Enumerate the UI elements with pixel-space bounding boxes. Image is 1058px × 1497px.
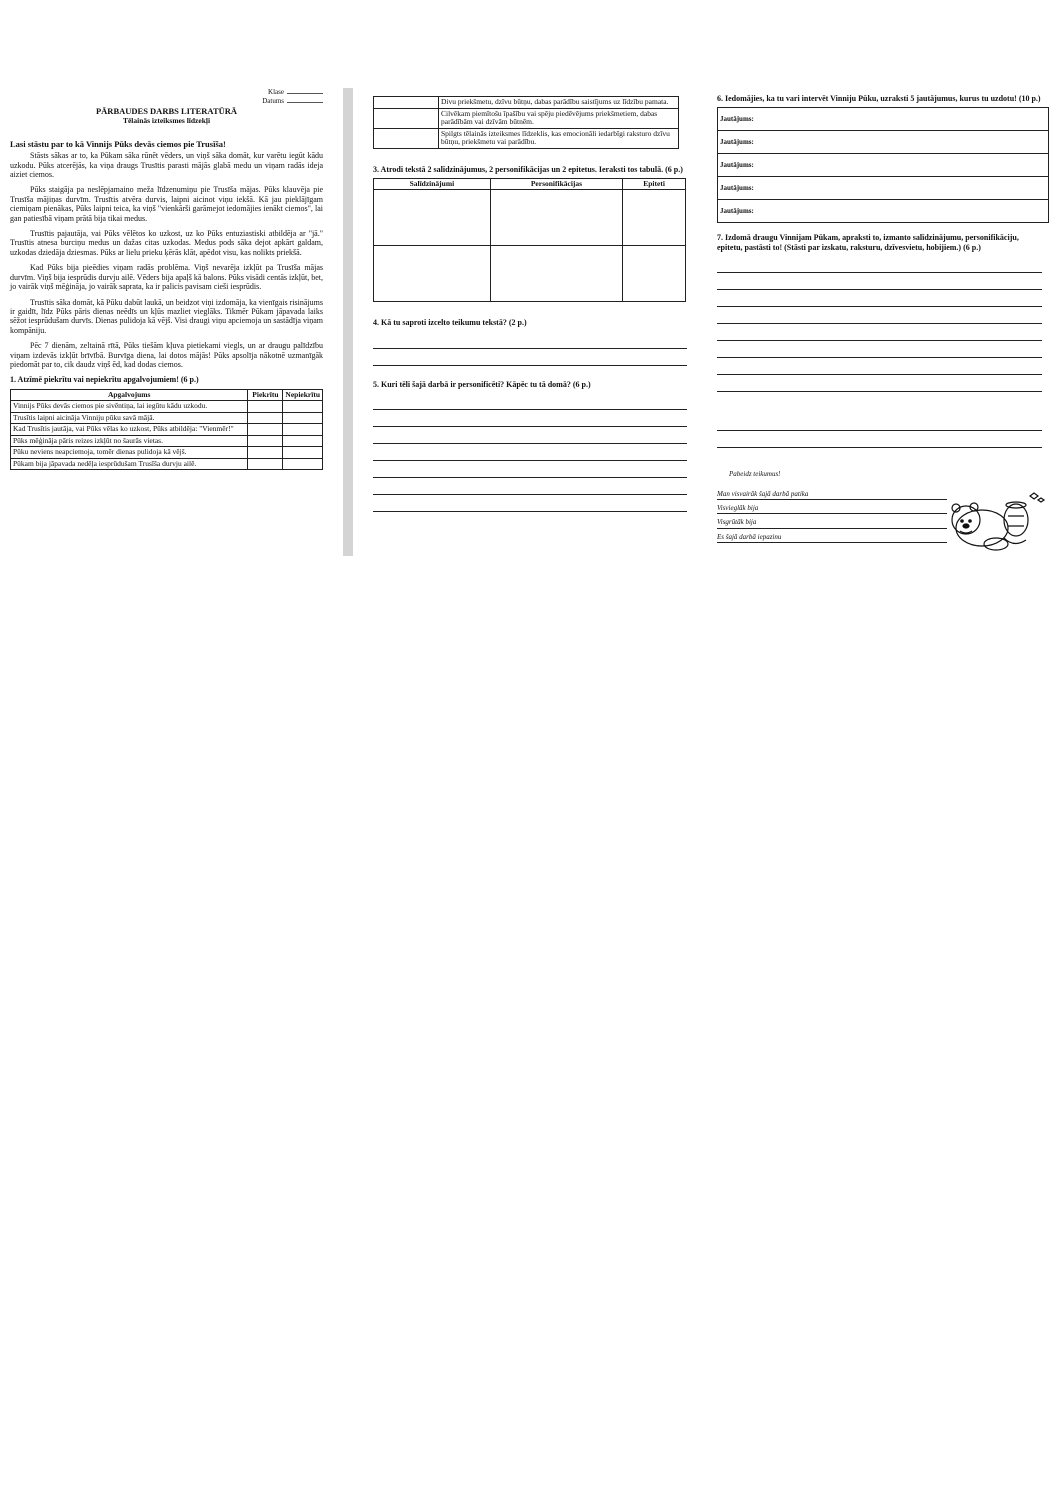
disagree-cell[interactable] [283, 447, 323, 459]
definition-cell: Cilvēkam piemītošu īpašību vai spēju piedēvējums priekšmetiem, dabas parādībām vai dzīvām būtnēm. [439, 108, 679, 128]
pooh-bear-illustration [946, 488, 1046, 554]
statement-cell: Kad Trusītis jautāja, vai Pūks vēlas ko uzkost, Pūks atbildēja: "Vienmēr!" [11, 424, 248, 436]
question-row[interactable]: Jautājums: [718, 177, 1049, 200]
column-header: Epiteti [623, 178, 686, 190]
table-row [11, 447, 323, 459]
answer-line[interactable] [373, 478, 687, 495]
table-row [11, 401, 323, 413]
task6-table [717, 107, 1049, 223]
date-field: Datums [10, 97, 323, 106]
term-answer-cell[interactable] [374, 97, 439, 109]
answer-cell[interactable] [490, 246, 622, 302]
definition-cell: Divu priekšmetu, dzīvu būtņu, dabas parādību saistījums uz līdzību pamata. [439, 97, 679, 109]
table-row [374, 246, 686, 302]
answer-cell[interactable] [374, 246, 491, 302]
answer-line[interactable] [373, 461, 687, 478]
question-row[interactable]: Jautājums: [718, 131, 1049, 154]
story-paragraph: Pūks staigāja pa neslēpjamaino meža līdzenumiņu pie Trusīša mājas. Pūks klauvēja pie Trusīša mājiņas durvīm. Trusītis atvēra durvis, laipni aicinot viņu iekšā. Kā jau pieklājīgam ciemiņam pienākas, Pūks laipni teica, ka viņš "vienkārši garāmejot iedomājies ienākt ciemos", lai gan patiesībā viņam prātā bija tikai medus. [10, 185, 323, 223]
agree-cell[interactable] [248, 458, 283, 470]
answer-line[interactable] [717, 273, 1042, 290]
agree-cell[interactable] [248, 435, 283, 447]
answer-line[interactable] [373, 393, 687, 410]
page-subtitle: Tēlainās izteiksmes līdzekļi [122, 116, 211, 126]
column-header: Salīdzinājumi [374, 178, 491, 190]
column-header: Nepiekrītu [283, 389, 323, 401]
sentence-starter[interactable]: Visgrūtāk bija [717, 514, 947, 528]
table-row [11, 458, 323, 470]
definition-cell: Spilgts tēlainās izteiksmes līdzeklis, kas emocionāli iedarbīgi raksturo dzīvu būtņu, priekšmetu vai parādību. [439, 128, 679, 148]
complete-sentences-heading: Pabeidz teikumus! [729, 470, 781, 479]
column-header: Piekrītu [248, 389, 283, 401]
column-header: Apgalvojums [11, 389, 248, 401]
disagree-cell[interactable] [283, 424, 323, 436]
answer-line[interactable] [717, 307, 1042, 324]
disagree-cell[interactable] [283, 401, 323, 413]
answer-cell[interactable] [623, 246, 686, 302]
answer-line[interactable] [717, 431, 1042, 448]
class-field: Klase [10, 88, 323, 97]
answer-line[interactable] [717, 290, 1042, 307]
story-paragraph: Stāsts sākas ar to, ka Pūkam sāka rūnēt vēders, un viņš sāka domāt, kur varētu iegūt kādu uzkodu. Pūks atcerējās, ka viņa draugs Trusītis parasti mājās glabā medu un viņam radās ideja aiziet ciemos. [10, 151, 323, 180]
sentence-starter[interactable]: Es šajā darbā iepazinu [717, 529, 947, 543]
task6-title: 6. Iedomājies, ka tu vari intervēt Vinniju Pūku, uzraksti 5 jautājumus, kurus tu uzdotu! (10 p.) [717, 94, 1041, 103]
task5-title: 5. Kuri tēli šajā darbā ir personificēti? Kāpēc tu tā domā? (6 p.) [373, 379, 591, 389]
table-row [718, 177, 1049, 200]
disagree-cell[interactable] [283, 458, 323, 470]
answer-cell[interactable] [623, 190, 686, 246]
page-column-1 [10, 88, 323, 470]
answer-line[interactable] [373, 332, 687, 349]
table-row [718, 108, 1049, 131]
statement-cell: Pūku neviens neapciemoja, tomēr dienas pulidoja kā vējš. [11, 447, 248, 459]
table-row [374, 190, 686, 246]
answer-cell[interactable] [490, 190, 622, 246]
task2-table [373, 96, 679, 149]
column-header: Personifikācijas [490, 178, 622, 190]
statement-cell: Vinnijs Pūks devās ciemos pie sivēntiņa, lai iegūtu kādu uzkodu. [11, 401, 248, 413]
table-row [374, 128, 679, 148]
disagree-cell[interactable] [283, 435, 323, 447]
answer-line[interactable] [373, 427, 687, 444]
agree-cell[interactable] [248, 412, 283, 424]
table-row [11, 424, 323, 436]
question-row[interactable]: Jautājums: [718, 154, 1049, 177]
answer-line[interactable] [373, 349, 687, 366]
disagree-cell[interactable] [283, 412, 323, 424]
statement-cell: Trusītis laipni aicināja Vinniju pūku savā mājā. [11, 412, 248, 424]
task3-table [373, 178, 686, 303]
sentence-starter[interactable]: Man visvairāk šajā darbā patika [717, 486, 947, 500]
table-row [718, 154, 1049, 177]
task4-title: 4. Kā tu saproti izcelto teikumu tekstā? (2 p.) [373, 318, 527, 328]
story-paragraph: Trusītis pajautāja, vai Pūks vēlētos ko uzkost, uz ko Pūks entuziastiski atbildēja ar "jā." Trusītis atnesa burciņu medus un dažas citas uzkodas. Medus pods sāka dejot apkārt galdam, uzkodas dziedāja dziesmas. Pūks ar lielu prieku ķērās klāt, apēdot visu, kas nolikts priekšā. [10, 229, 323, 257]
answer-line[interactable] [717, 358, 1042, 375]
table-row [374, 97, 679, 109]
statement-cell: Pūkam bija jāpavada nedēļa iesprūdušam Trusīša durvju ailē. [11, 458, 248, 470]
sentence-starter[interactable]: Visvieglāk bija [717, 500, 947, 514]
answer-line[interactable] [717, 414, 1042, 431]
statement-cell: Pūks mēģināja pāris reizes izkļūt no šaurās vietas. [11, 435, 248, 447]
table-row [374, 108, 679, 128]
task7-title: 7. Izdomā draugu Vinnijam Pūkam, apraksti to, izmanto salīdzinājumu, personifikāciju, epitetu, pastāsti to! (Stāsti par izskatu, raksturu, dzīvesvietu, hobijiem.) (6 p.) [717, 233, 1019, 252]
story-paragraph: Trusītis sāka domāt, kā Pūku dabūt laukā, un beidzot viņi izdomāja, ka vienīgais risinājums ir gaidīt, līdz Pūks pāris dienas neēdīs un kļūs mazliet vieglāks. Tikmēr Pūkam jāpavada laiks sēžot iesprūdušam durvīs. Dienas pulidoja kā vējš. Visi draugi viņu apciemoja un sastādīja viņam kompāniju. [10, 297, 323, 335]
agree-cell[interactable] [248, 401, 283, 413]
answer-line[interactable] [717, 341, 1042, 358]
term-answer-cell[interactable] [374, 128, 439, 148]
story-paragraph: Kad Pūks bija pieēdies viņam radās problēma. Viņš nevarēja izkļūt pa Trusīša mājas durvīm. Viņš bija iesprūdis durvju ailē. Vēders bija apaļš kā balons. Pūks visādi centās izkļūt, bet, jo vairāk viņš mēģināja, jo vairāk saprata, ka ir palicis pavisam cieši iesprūdis. [10, 263, 323, 292]
answer-line[interactable] [373, 410, 687, 427]
task1-table [10, 389, 323, 471]
task1-title: 1. Atzīmē piekrītu vai nepiekrītu apgalvojumiem! (6 p.) [10, 375, 199, 385]
story-paragraph: Pēc 7 dienām, zeltainā rītā, Pūks tiešām kļuva pietiekami viegls, un ar draugu palīdzību viņam izdevās izkļūt brīvībā. Burvīga diena, lai dotos mājās! Pūks apsolīja nākotnē uzmanīgāk piedomāt par to, cik daudz viņš ēd, kad dodas ciemos. [10, 341, 323, 369]
page-gutter [343, 88, 353, 556]
table-row [718, 131, 1049, 154]
answer-line[interactable] [717, 256, 1042, 273]
table-row [718, 200, 1049, 223]
answer-line[interactable] [373, 495, 687, 512]
page-title: PĀRBAUDES DARBS LITERATŪRĀ [95, 106, 238, 116]
answer-line[interactable] [717, 324, 1042, 341]
question-row[interactable]: Jautājums: [718, 200, 1049, 223]
table-row [11, 435, 323, 447]
answer-line[interactable] [373, 444, 687, 461]
term-answer-cell[interactable] [374, 108, 439, 128]
story-heading: Lasi stāstu par to kā Vinnijs Pūks devās ciemos pie Trusīša! [10, 138, 226, 149]
table-row [11, 412, 323, 424]
agree-cell[interactable] [248, 424, 283, 436]
question-row[interactable]: Jautājums: [718, 108, 1049, 131]
task3-title: 3. Atrodi tekstā 2 salīdzinājumus, 2 personifikācijas un 2 epitetus. Ieraksti tos tabulā. (6 p.) [373, 164, 683, 174]
answer-cell[interactable] [374, 190, 491, 246]
page-column-2 [373, 88, 687, 512]
page-column-3 [717, 88, 1049, 543]
agree-cell[interactable] [248, 447, 283, 459]
answer-line[interactable] [717, 375, 1042, 392]
